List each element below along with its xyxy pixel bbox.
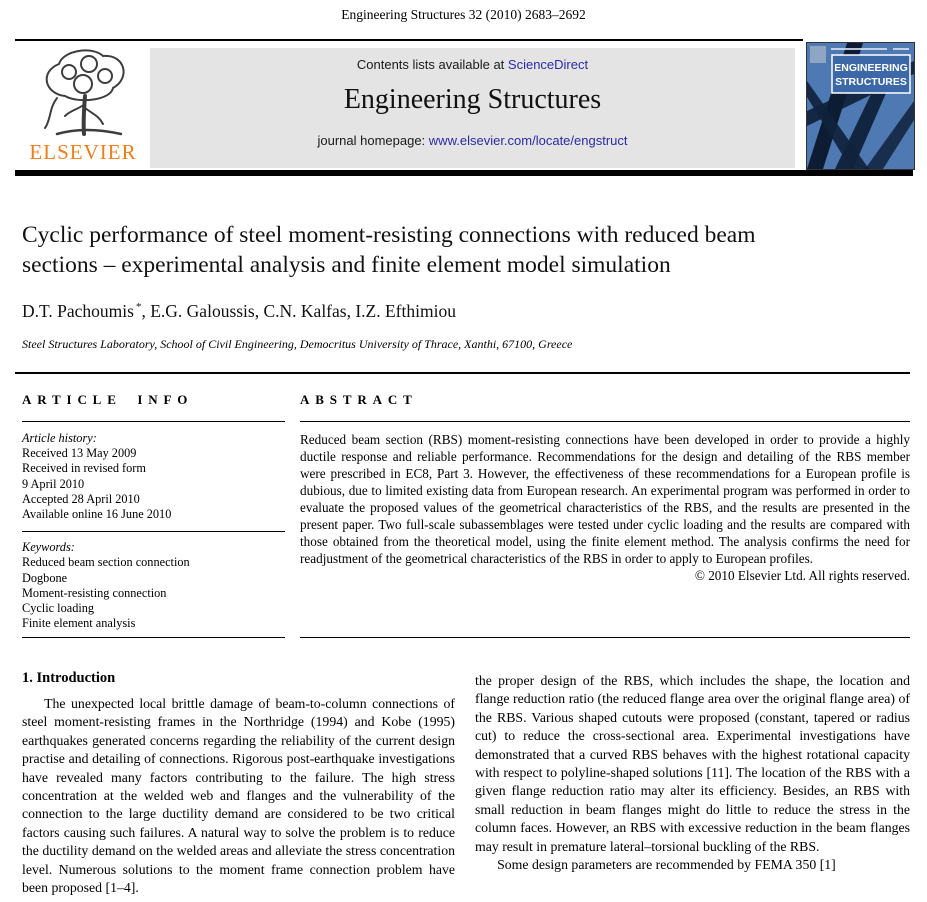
section-divider-rule	[15, 372, 910, 374]
history-line: 9 April 2010	[22, 476, 85, 491]
keyword: Finite element analysis	[22, 616, 136, 631]
article-title	[22, 220, 910, 280]
cover-label-line1: ENGINEERING	[834, 62, 908, 74]
body-left-column	[22, 668, 455, 902]
history-line: Received 13 May 2009	[22, 446, 137, 461]
homepage-url-link[interactable]: www.elsevier.com/locate/engstruct	[428, 133, 628, 148]
keywords-top-rule	[22, 531, 285, 532]
history-line: Accepted 28 April 2010	[22, 491, 140, 506]
history-line: Available online 16 June 2010	[22, 507, 172, 522]
contents-line	[150, 57, 795, 72]
author-list	[22, 301, 456, 322]
elsevier-tree-icon	[27, 46, 139, 142]
journal-cover	[806, 42, 915, 170]
homepage-line	[150, 133, 795, 148]
sciencedirect-link[interactable]: ScienceDirect	[507, 57, 589, 72]
contents-prefix: Contents lists available at	[356, 57, 508, 72]
history-line: Received in revised form	[22, 461, 146, 476]
header-thick-rule	[15, 170, 913, 176]
cover-label-line2: STRUCTURES	[835, 76, 907, 88]
affiliation: Steel Structures Laboratory, School of Civil Engineering, Democritus University of Thrace, Xanthi, 67100, Greece	[22, 337, 573, 351]
article-info-heading-rule	[22, 421, 285, 422]
authors-rest: , E.G. Galoussis, C.N. Kalfas, I.Z. Efthimiou	[141, 301, 456, 321]
section-1-heading: 1. Introduction	[22, 670, 116, 686]
abstract-heading-rule	[300, 421, 910, 422]
abstract-column	[300, 392, 910, 638]
article-title-line2: sections – experimental analysis and finite element model simulation	[22, 252, 671, 278]
abstract-bottom-rule	[300, 637, 910, 638]
copyright-line: © 2010 Elsevier Ltd. All rights reserved.	[694, 568, 910, 583]
keyword: Reduced beam section connection	[22, 555, 190, 570]
intro-paragraph-continuation: the proper design of the RBS, which includes the shape, the location and flange reduction ratio (the reduced flange area over the original flange area) of the RBS. Various shaped cutouts were proposed (constant, tapered or radius cut) to reduce the cross-sectional area. Experimental investigations have demonstrated that a curved RBS behaves with the highest rotational capacity with respect to polyline-shaped solutions [11]. The location of the RBS with a given flange reduction ratio may alter its efficiency. Besides, an RBS with small reduction in beam flanges might do little to reduce the stress in the column faces. However, an RBS with excessive reduction in the beam flanges may result in premature lateral–torsional buckling of the RBS.	[475, 673, 910, 854]
journal-banner-title: Engineering Structures	[343, 84, 602, 115]
article-title-line1: Cyclic performance of steel moment-resisting connections with reduced beam	[22, 222, 756, 248]
intro-paragraph-2: Some design parameters are recommended by FEMA 350 [1]	[497, 857, 836, 873]
journal-citation: Engineering Structures 32 (2010) 2683–2692	[341, 7, 586, 22]
abstract-heading: ABSTRACT	[300, 392, 418, 407]
article-history-label: Article history:	[22, 431, 97, 445]
keywords-label: Keywords:	[22, 540, 75, 555]
journal-banner	[150, 48, 795, 168]
keyword: Dogbone	[22, 570, 68, 585]
top-rule	[15, 39, 803, 41]
article-history	[22, 431, 285, 522]
intro-paragraph-1: The unexpected local brittle damage of beam-to-column connections of steel moment-resisting frames in the Northridge (1994) and Kobe (1995) earthquakes generated concerns regarding the reliability of the current design practise and detailing of connections. Rigorous post-earthquake investigations have revealed many factors contributing to the failure. The high stress concentration at the welded web and flanges and the vulnerability of the connection to the large ductility demand are considered to be two critical factors causing such failures. A natural way to solve the problem is to reduce the ductility demand on the welded areas and alleviate the stress concentration level. Numerous solutions to the moment frame connection problem have been proposed [1–4].	[22, 696, 455, 896]
author-corresponding: D.T. Pachoumis	[22, 301, 134, 321]
body-text	[22, 668, 910, 902]
keyword: Cyclic loading	[22, 601, 95, 616]
keyword: Moment-resisting connection	[22, 585, 167, 600]
article-info-bottom-rule	[22, 637, 285, 638]
journal-cover-image	[807, 43, 914, 169]
homepage-prefix: journal homepage:	[317, 133, 429, 148]
article-info-column	[22, 392, 285, 638]
corresponding-author-asterisk[interactable]: *	[135, 301, 142, 314]
elsevier-logo	[18, 46, 148, 170]
keywords	[22, 540, 285, 631]
abstract-text: Reduced beam section (RBS) moment-resisting connections have been developed in order to provide a highly ductile response and reliable performance. Recommendations for the design and detailing of the RBS member were prescribed in EC8, Part 3. However, the effectiveness of these recommendations for a European profile is dubious, due to limited existing data from European research. An experimental program was performed in order to evaluate the proposed values of the geometrical characteristics of the RBS, and the results are presented in the present paper. Two full-scale subassemblages were tested under cyclic loading and the results are compared with those obtained from the theoretical model, using the finite element method. The analysis confirms the need for readjustment of the geometrical characteristics of the RBS in order to apply to European profiles.	[300, 432, 910, 566]
elsevier-wordmark: ELSEVIER	[29, 140, 137, 164]
body-right-column	[475, 668, 910, 902]
article-info-heading: ARTICLE INFO	[22, 392, 194, 407]
